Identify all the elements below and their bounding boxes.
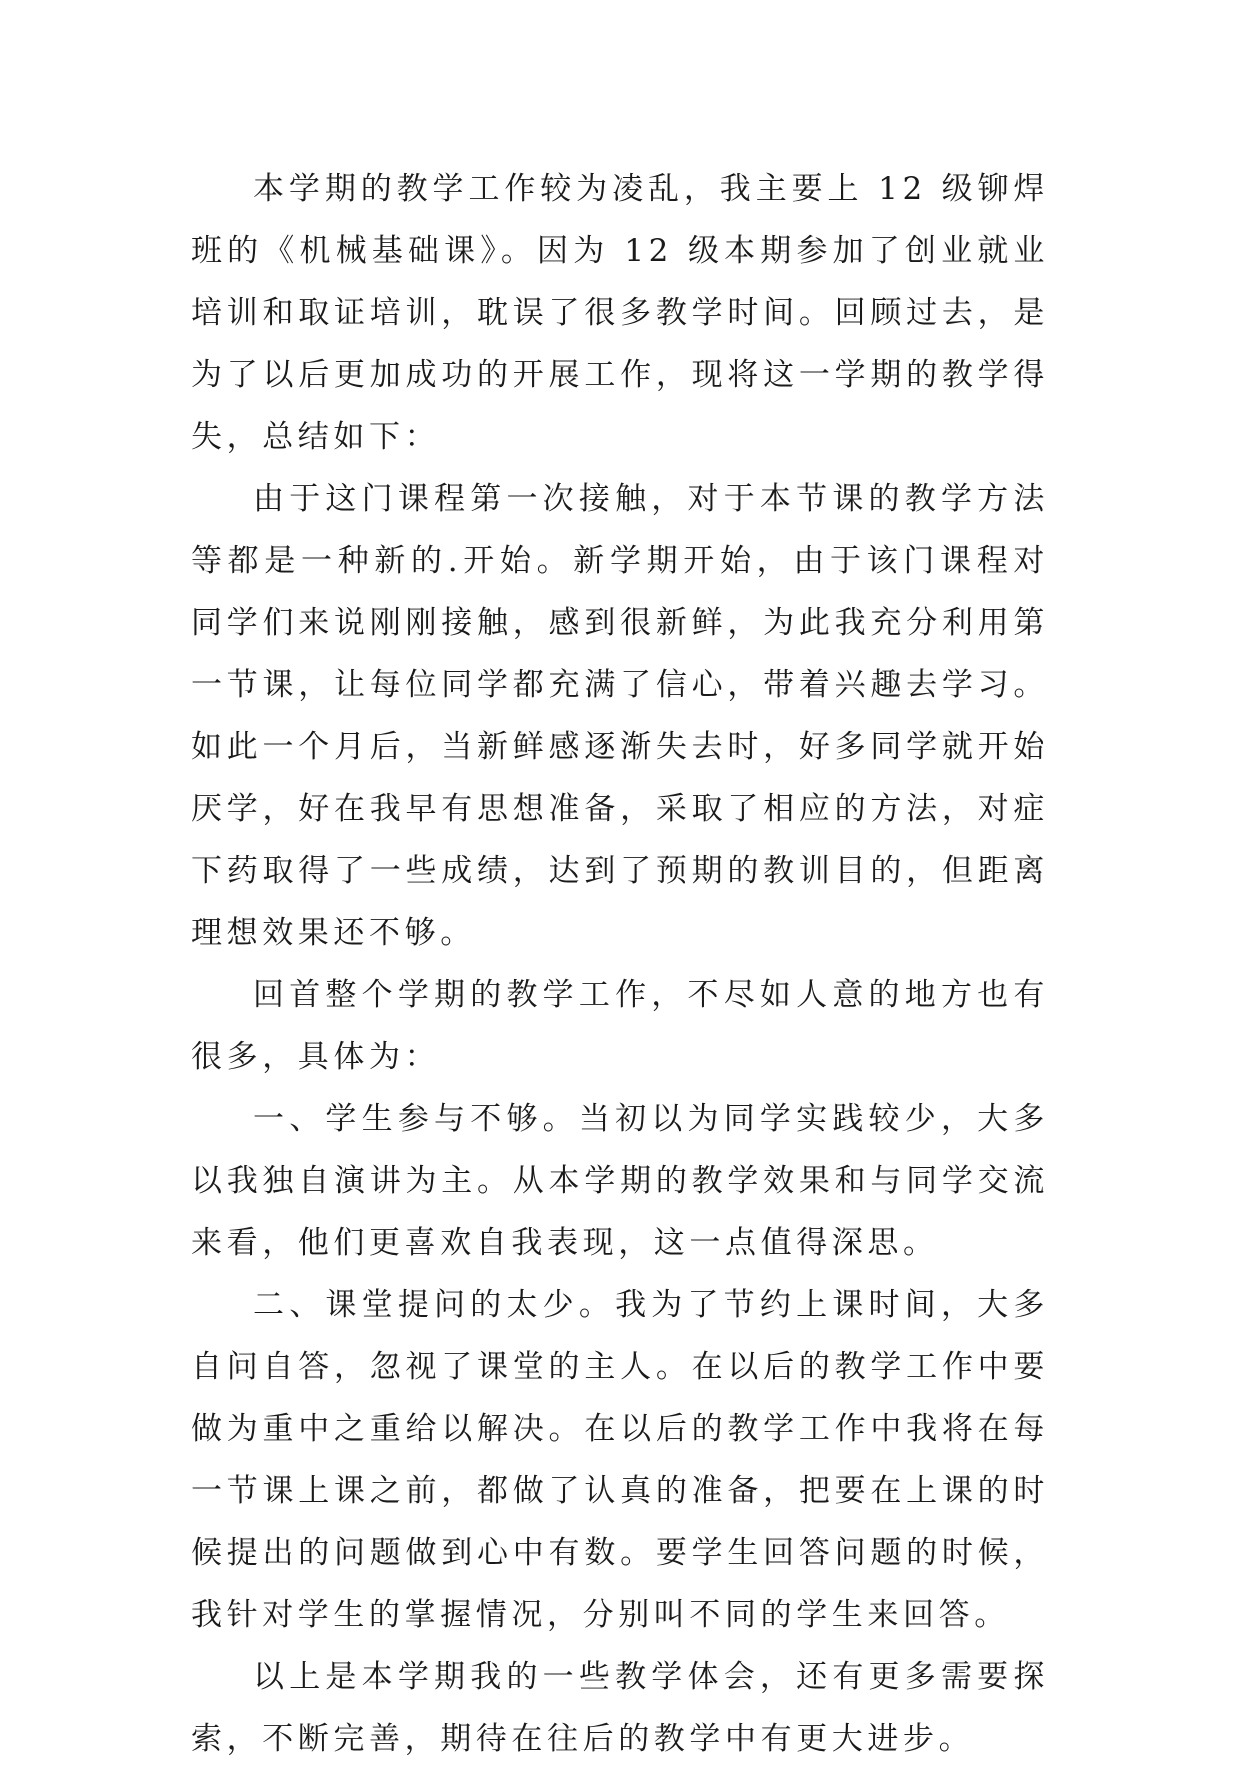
document-body <box>191 158 1049 1770</box>
paragraph-course-start: 由于这门课程第一次接触，对于本节课的教学方法等都是一种新的.开始。新学期开始，由于该门课程对同学们来说刚刚接触，感到很新鲜，为此我充分利用第一节课，让每位同学都充满了信心，带着兴趣去学习。如此一个月后，当新鲜感逐渐失去时，好多同学就开始厌学，好在我早有思想准备，采取了相应的方法，对症下药取得了一些成绩，达到了预期的教训目的，但距离理想效果还不够。 <box>191 481 1049 951</box>
paragraph-review: 回首整个学期的教学工作，不尽如人意的地方也有很多，具体为： <box>191 977 1049 1075</box>
paragraph-point-one: 一、学生参与不够。当初以为同学实践较少，大多以我独自演讲为主。从本学期的教学效果和与同学交流来看，他们更喜欢自我表现，这一点值得深思。 <box>191 1101 1049 1261</box>
paragraph-intro: 本学期的教学工作较为凌乱，我主要上 12 级铆焊班的《机械基础课》。因为 12 级本期参加了创业就业培训和取证培训，耽误了很多教学时间。回顾过去，是为了以后更加成功的开展工作，现将这一学期的教学得失，总结如下： <box>191 171 1049 455</box>
paragraph-point-two: 二、课堂提问的太少。我为了节约上课时间，大多自问自答，忽视了课堂的主人。在以后的教学工作中要做为重中之重给以解决。在以后的教学工作中我将在每一节课上课之前，都做了认真的准备，把要在上课的时候提出的问题做到心中有数。要学生回答问题的时候，我针对学生的掌握情况，分别叫不同的学生来回答。 <box>191 1287 1049 1633</box>
paragraph-conclusion: 以上是本学期我的一些教学体会，还有更多需要探索，不断完善，期待在往后的教学中有更大进步。 <box>191 1659 1049 1757</box>
